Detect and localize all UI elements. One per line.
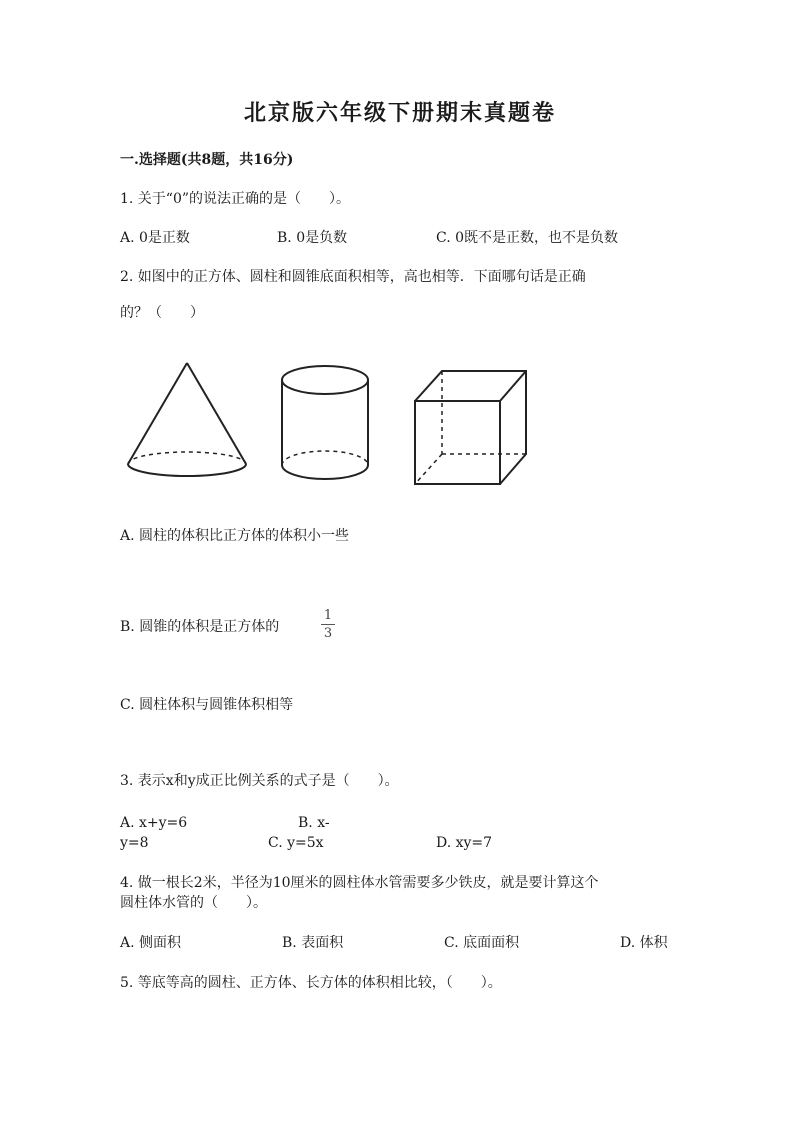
question-3-option-a: A. x+y=6 xyxy=(120,815,188,831)
question-2-option-c: C. 圆柱体积与圆锥体积相等 xyxy=(120,697,294,713)
question-4-option-b: B. 表面积 xyxy=(282,935,344,951)
question-4-stem-line1: 4. 做一根长2米，半径为10厘米的圆柱体水管需要多少铁皮，就是要计算这个 xyxy=(120,875,599,891)
question-1-option-a: A. 0是正数 xyxy=(120,230,190,246)
question-3-option-c: C. y=5x xyxy=(268,835,324,851)
question-3-stem: 3. 表示x和y成正比例关系的式子是（ ）。 xyxy=(120,773,399,789)
cylinder-figure xyxy=(282,366,368,479)
question-2-stem-line2: 的？（ ） xyxy=(120,305,204,321)
question-4-option-d: D. 体积 xyxy=(620,935,668,951)
fraction-one-third xyxy=(318,608,338,641)
question-4-option-c: C. 底面面积 xyxy=(444,935,520,951)
fraction-numerator: 1 xyxy=(323,608,333,623)
question-4-stem-line2: 圆柱体水管的（ ）。 xyxy=(120,895,267,911)
fraction-bar xyxy=(321,624,335,625)
question-2-option-a: A. 圆柱的体积比正方体的体积小一些 xyxy=(120,528,350,544)
question-3-option-b-part1: B. x- xyxy=(298,815,330,831)
page-title: 北京版六年级下册期末真题卷 xyxy=(243,100,556,126)
question-4-option-a: A. 侧面积 xyxy=(120,935,182,951)
question-1-option-c: C. 0既不是正数，也不是负数 xyxy=(436,230,619,246)
question-1-option-b: B. 0是负数 xyxy=(277,230,348,246)
question-3-option-d: D. xy=7 xyxy=(436,835,493,851)
question-5-stem: 5. 等底等高的圆柱、正方体、长方体的体积相比较，（ ）。 xyxy=(120,975,502,991)
section-heading: 一.选择题(共8题，共16分) xyxy=(120,152,294,168)
fraction-denominator: 3 xyxy=(323,626,333,641)
question-1-stem: 1. 关于“0”的说法正确的是（ ）。 xyxy=(120,191,351,207)
question-2-option-b: B. 圆锥的体积是正方体的 xyxy=(120,619,280,635)
question-3-option-b-part2: y=8 xyxy=(120,835,149,851)
cone-figure xyxy=(128,363,246,476)
cube-figure xyxy=(415,371,526,484)
question-2-stem-line1: 2. 如图中的正方体、圆柱和圆锥底面积相等，高也相等．下面哪句话是正确 xyxy=(120,269,586,285)
